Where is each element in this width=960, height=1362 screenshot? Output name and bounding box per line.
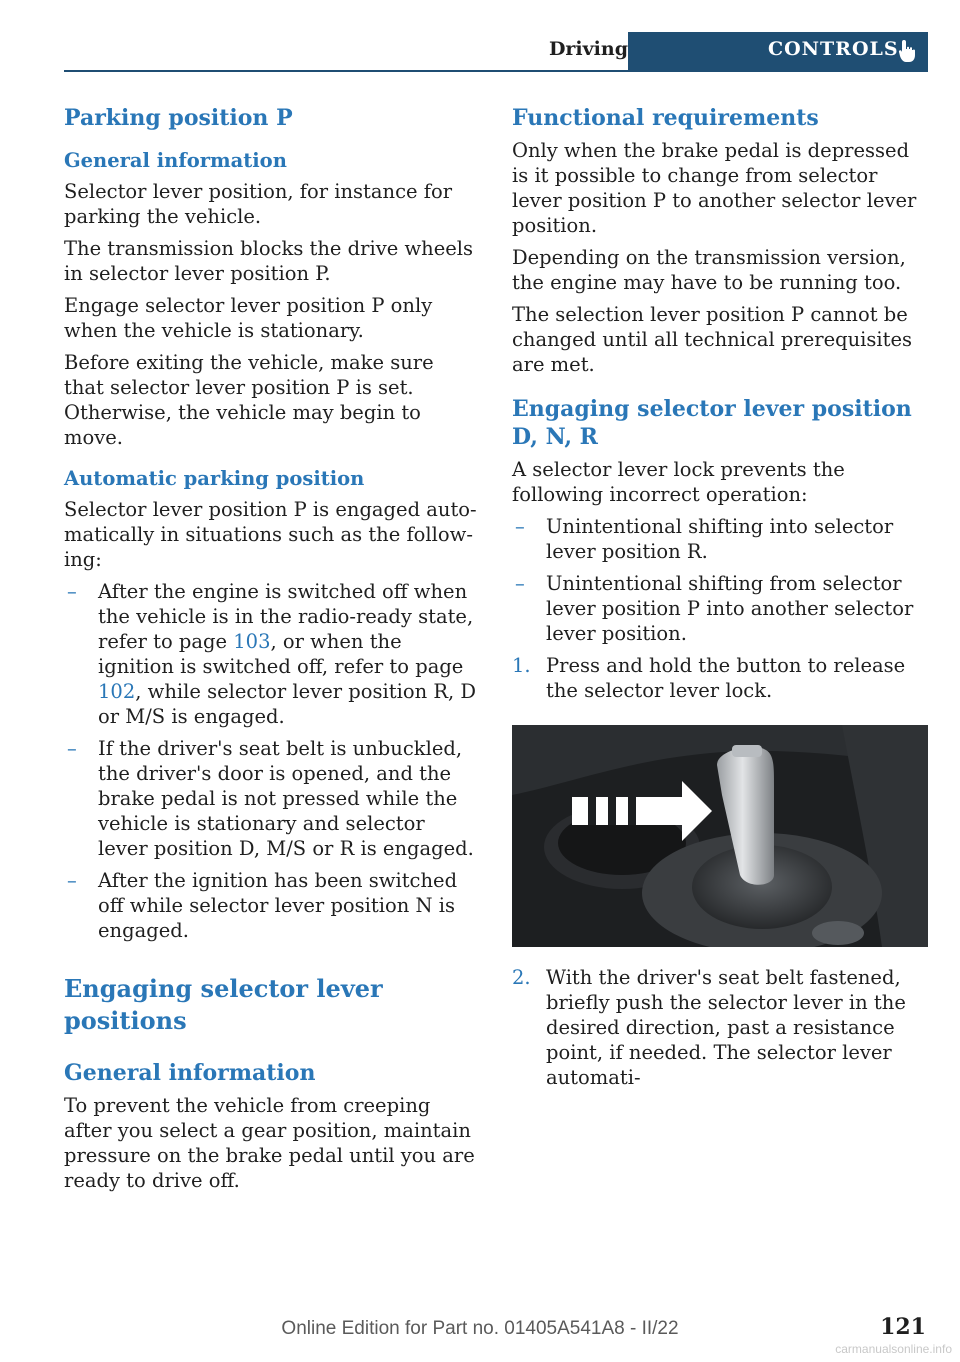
- list-item: [64, 868, 478, 943]
- chapter-tab: [628, 32, 928, 70]
- paragraph: Selector lever position, for instance for parking the vehicle.: [64, 180, 453, 228]
- left-column: [64, 104, 478, 1200]
- list-item: [64, 579, 478, 729]
- paragraph: A selector lever lock prevents the following incorrect operation:: [512, 458, 845, 506]
- selector-lever-illustration: [512, 725, 928, 947]
- dash-marker: –: [515, 515, 525, 538]
- steps-list: [512, 653, 928, 703]
- auto-parking-list: [64, 579, 478, 943]
- list-item-text: Unintentional shifting into selector lever position R.: [546, 515, 894, 563]
- paragraph: Engage selector lever position P only when the vehicle is stationary.: [64, 294, 433, 342]
- list-item: [64, 736, 478, 861]
- steps-list-2: [512, 965, 928, 1090]
- paragraph: The selection lever position P cannot be changed until all technical prerequisites are met.: [512, 303, 913, 376]
- footer-edition: Online Edition for Part no. 01405A541A8 - II/22: [281, 1318, 679, 1339]
- heading-functional-requirements: Functional requirements: [512, 105, 819, 131]
- right-column: [512, 104, 928, 1097]
- step-item: [512, 653, 928, 703]
- paragraph: To prevent the vehicle from creeping after you select a gear position, maintain pressure on the brake pedal until you are ready to drive off.: [64, 1094, 475, 1192]
- dash-marker: –: [67, 580, 77, 603]
- page-number: 121: [880, 1314, 926, 1340]
- dash-marker: –: [67, 869, 77, 892]
- step-text: Press and hold the button to release the selector lever lock.: [546, 654, 906, 702]
- heading-general-information: General information: [64, 149, 287, 172]
- dash-marker: –: [515, 572, 525, 595]
- paragraph: Before exiting the vehicle, make sure that selector lever position P is set. Otherwise, the vehicle may begin to move.: [64, 351, 434, 449]
- list-item: [512, 514, 928, 564]
- list-item-text: , while selector lever position R, D or M/S is engaged.: [98, 680, 477, 728]
- paragraph: Selector lever position P is engaged automatically in situations such as the following:: [64, 498, 477, 571]
- list-item-text: If the driver's seat belt is unbuckled, the driver's door is opened, and the brake pedal is not pressed while the vehicle is stationary and selector lever position D, M/S or R is engaged.: [98, 737, 474, 860]
- pointing-hand-icon: [898, 39, 916, 63]
- list-item-text: After the engine is switched off when the vehicle is in the radio-ready state, refer to page: [98, 580, 474, 653]
- step-number: 1.: [512, 654, 531, 677]
- heading-general-information-2: General information: [64, 1060, 316, 1086]
- list-item-text: After the ignition has been switched off while selector lever position N is engaged.: [98, 869, 458, 942]
- step-number: 2.: [512, 966, 531, 989]
- list-item-text: , or when the ignition is switched off, refer to page: [98, 630, 464, 678]
- page-ref-link[interactable]: 103: [233, 630, 271, 653]
- heading-parking-position: Parking position P: [64, 105, 293, 131]
- step-text: With the driver's seat belt fastened, briefly push the selector lever in the desired direction, past a resistance point, if needed. The selector lever automati-: [546, 966, 906, 1089]
- chapter-title: CONTROLS: [768, 38, 899, 60]
- incorrect-operation-list: [512, 514, 928, 646]
- paragraph: Only when the brake pedal is depressed is it possible to change from selector lever position P to another selector lever position.: [512, 139, 917, 237]
- header-rule: [64, 70, 928, 72]
- list-item-text: Unintentional shifting from selector lever position P into another selector lever position.: [546, 572, 914, 645]
- watermark: carmanualsonline.info: [835, 1342, 952, 1356]
- heading-engaging-positions: Engaging selector lever positions: [64, 974, 383, 1035]
- heading-engaging-dnr: Engaging selector lever position D, N, R: [512, 396, 912, 450]
- list-item: [512, 571, 928, 646]
- dash-marker: –: [67, 737, 77, 760]
- paragraph: The transmission blocks the drive wheels in selector lever position P.: [64, 237, 474, 285]
- step-item: [512, 965, 928, 1090]
- page-header: [64, 32, 928, 72]
- section-title: Driving: [548, 38, 628, 60]
- selector-lever-photo: [512, 725, 928, 947]
- heading-automatic-parking: Automatic parking position: [64, 467, 365, 490]
- page-ref-link[interactable]: 102: [98, 680, 136, 703]
- paragraph: Depending on the transmission version, the engine may have to be running too.: [512, 246, 906, 294]
